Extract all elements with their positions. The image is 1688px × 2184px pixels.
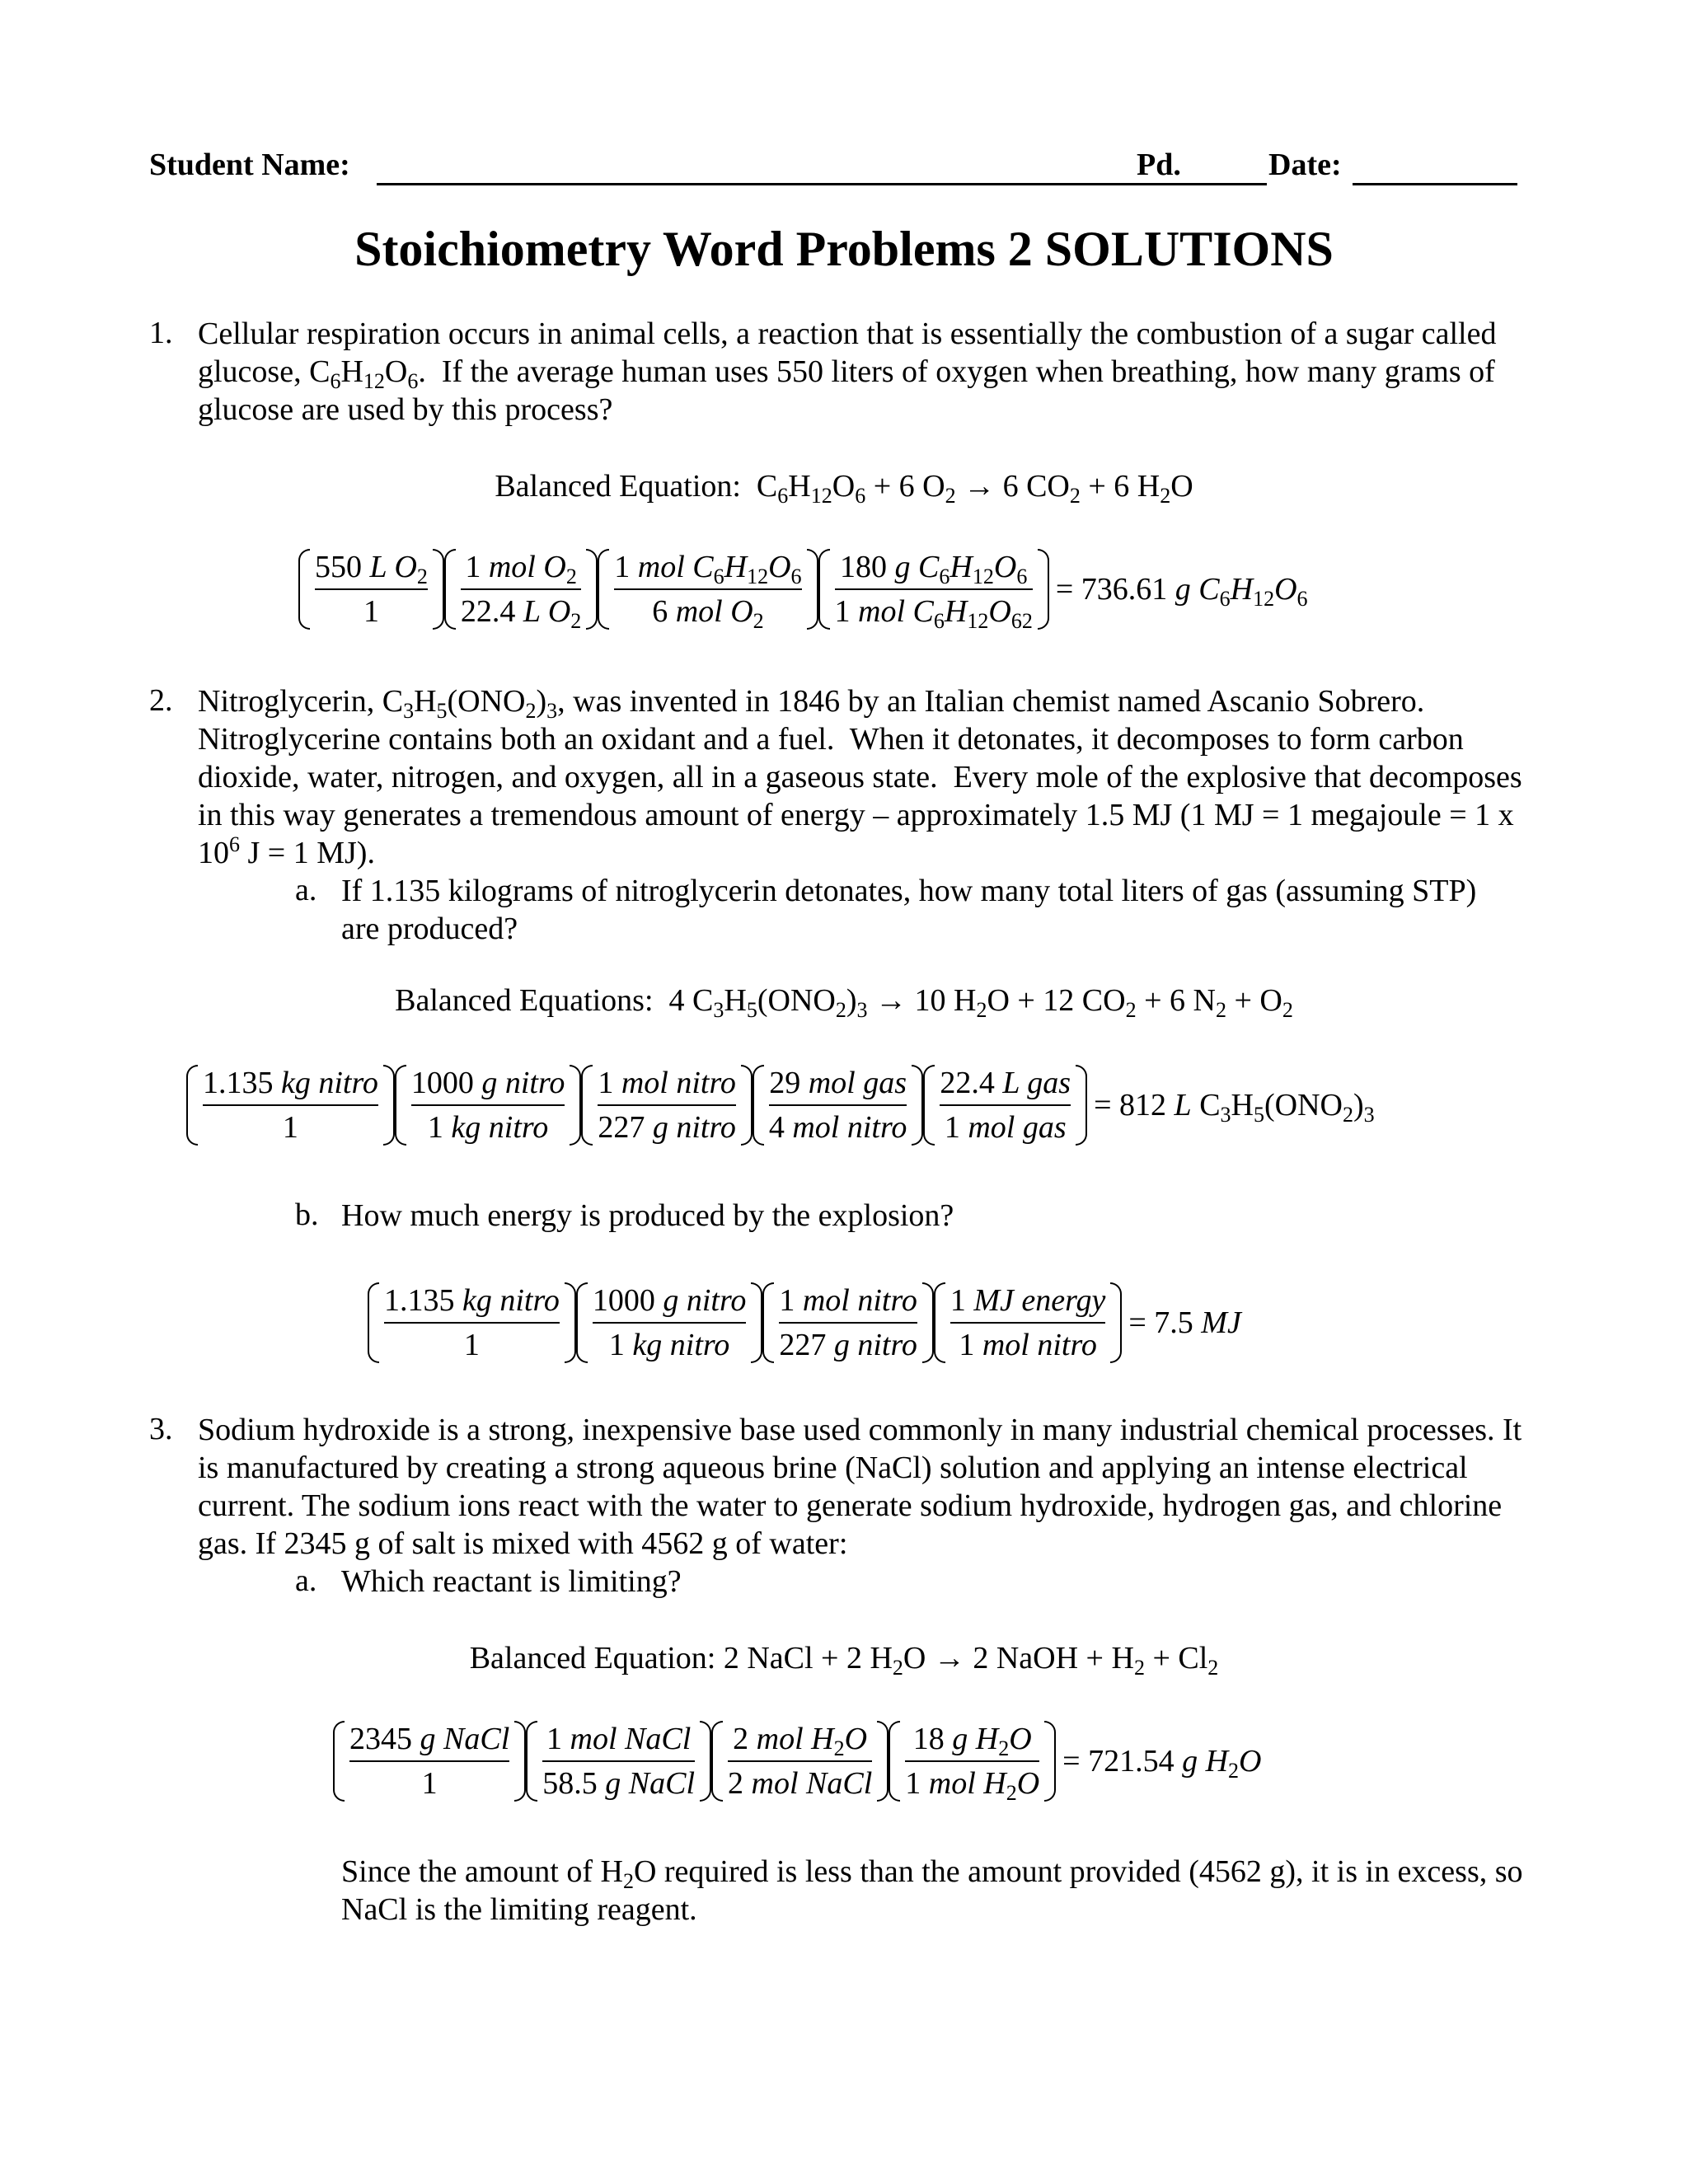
q1-factor-4: 180 g $C_6H_{12}O_6$ 1 mol $C_6H_{12}O_{62}$ bbox=[818, 546, 1049, 633]
q2a-result: = 812 L $C_3H_5(ONO_2)_3$ bbox=[1094, 1088, 1375, 1127]
date-blank[interactable] bbox=[1353, 183, 1517, 185]
q2b-text: How much energy is produced by the explosion? bbox=[341, 1198, 954, 1233]
pd-blank[interactable] bbox=[1194, 183, 1255, 185]
q3-conclusion: Since the amount of $H_2O$ required is less than the amount provided (4562 g), it is in excess, so NaCl is the limiting reagent. bbox=[341, 1854, 1523, 1927]
q2a-factor-1: 1.135 kg nitro 1 bbox=[186, 1062, 395, 1149]
q3-factor-4: 18 g $H_2O$ 1 mol $H_2O$ bbox=[889, 1718, 1056, 1805]
q1-text: Cellular respiration occurs in animal cells, a reaction that is essentially the combustion of a sugar called glucose, $C_6H_{12}O_6$. If the average human uses 550 liters of oxygen when breathing, how many grams of glucose are used by this process? bbox=[198, 316, 1497, 427]
q1-factor-3: 1 mol $C_6H_{12}O_6$ 6 mol $O_2$ bbox=[598, 546, 818, 633]
q2b-factor-1: 1.135 kg nitro 1 bbox=[368, 1279, 576, 1366]
q3-text: Sodium hydroxide is a strong, inexpensive base used commonly in many industrial chemical processes. It is manufactured by creating a strong aqueous brine (NaCl) solution and applying an intense electrical current. The sodium ions react with the water to generate sodium hydroxide, hydrogen gas, and chlorine gas. If 2345 g of salt is mixed with 4562 g of water: bbox=[198, 1413, 1522, 1561]
q2a-text: If 1.135 kilograms of nitroglycerin detonates, how many total liters of gas (assuming STP) are produced? bbox=[341, 874, 1477, 946]
q3-factor-1: 2345 g NaCl 1 bbox=[333, 1718, 526, 1805]
q2b-result: = 7.5 MJ bbox=[1128, 1305, 1241, 1340]
q2a-factor-4: 29 mol gas 4 mol nitro bbox=[753, 1062, 924, 1149]
q1-factor-2: 1 mol $O_2$ 22.4 L $O_2$ bbox=[444, 546, 598, 633]
q2b-label: b. bbox=[295, 1197, 319, 1232]
q3a-text: Which reactant is limiting? bbox=[341, 1564, 682, 1599]
q2a-calculation bbox=[186, 1062, 1375, 1149]
q2b-calculation bbox=[368, 1279, 1241, 1366]
q3-number: 3. bbox=[149, 1412, 173, 1446]
q2-number: 2. bbox=[149, 683, 173, 718]
q3a-label: a. bbox=[295, 1563, 317, 1598]
q2-text: Nitroglycerin, $C_3H_5(ONO_2)_3$, was invented in 1846 by an Italian chemist named Ascanio Sobrero. Nitroglycerine contains both an oxidant and a fuel. When it detonates, it decomposes to form carbon dioxide, water, nitrogen, and oxygen, all in a gaseous state. Every mole of the explosive that decomposes in this way generates a tremendous amount of energy – approximately 1.5 MJ (1 MJ = 1 megajoule = 1 x $10^6$ J = 1 MJ). bbox=[198, 684, 1522, 870]
q3-calculation bbox=[333, 1718, 1262, 1805]
q1-number: 1. bbox=[149, 316, 173, 350]
header bbox=[149, 147, 1517, 196]
q3-equation: Balanced Equation: 2 NaCl + 2 $H_2O \to 2$ NaOH + $H_2 + Cl_2$ bbox=[469, 1641, 1219, 1680]
student-name-blank[interactable] bbox=[377, 183, 1267, 185]
q3-factor-2: 1 mol NaCl 58.5 g NaCl bbox=[526, 1718, 711, 1805]
q2a-factor-3: 1 mol nitro 227 g nitro bbox=[581, 1062, 753, 1149]
q1-factor-1: 550 L $O_2$ 1 bbox=[298, 546, 444, 633]
pd-label: Pd. bbox=[1137, 148, 1181, 182]
q2b-factor-4: 1 MJ energy 1 mol nitro bbox=[934, 1279, 1123, 1366]
date-label: Date: bbox=[1268, 148, 1342, 182]
q1-result: = 736.61 g $C_6H_{12}O_6$ bbox=[1055, 572, 1308, 611]
q3-factor-3: 2 mol $H_2O$ 2 mol NaCl bbox=[711, 1718, 889, 1805]
q2a-factor-2: 1000 g nitro 1 kg nitro bbox=[395, 1062, 582, 1149]
page-title: Stoichiometry Word Problems 2 SOLUTIONS bbox=[354, 222, 1334, 276]
student-name-label: Student Name: bbox=[149, 148, 350, 182]
q2b-factor-2: 1000 g nitro 1 kg nitro bbox=[576, 1279, 763, 1366]
q2a-factor-5: 22.4 L gas 1 mol gas bbox=[923, 1062, 1087, 1149]
q1-equation: Balanced Equation: $C_6H_{12}O_6 + 6$ $O_2 \to 6$ $CO_2 + 6$ $H_2O$ bbox=[495, 469, 1193, 508]
q2b-factor-3: 1 mol nitro 227 g nitro bbox=[762, 1279, 934, 1366]
q1-calculation bbox=[298, 546, 1308, 633]
q3-result: = 721.54 g $H_2O$ bbox=[1062, 1744, 1262, 1783]
q2-equation: Balanced Equations: 4 $C_3H_5(ONO_2)_3 \to 10$ $H_2O + 12$ $CO_2 + 6$ $N_2 + O_2$ bbox=[395, 983, 1293, 1022]
q2a-label: a. bbox=[295, 873, 317, 907]
